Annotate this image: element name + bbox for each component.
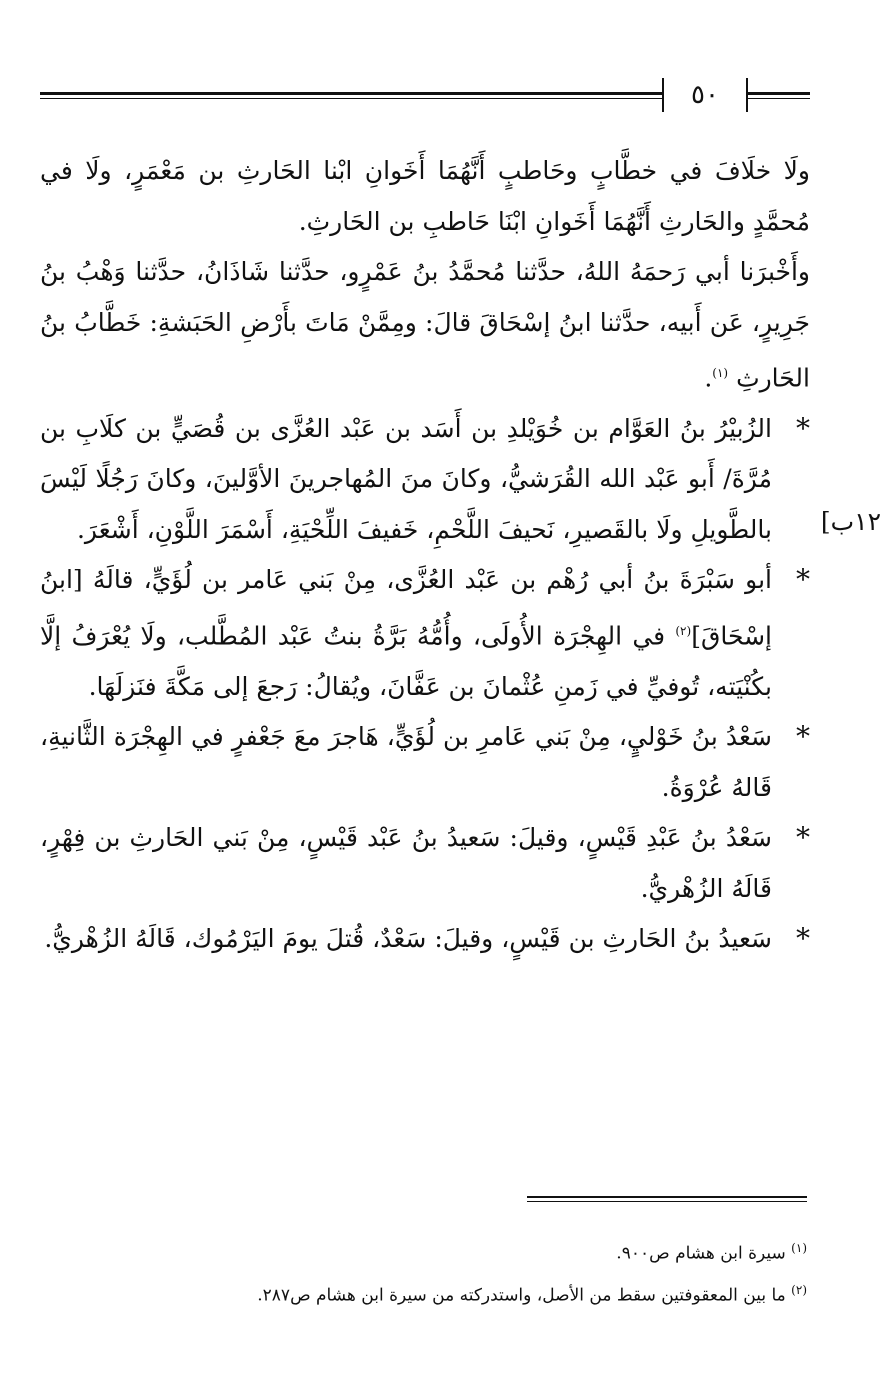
footnotes xyxy=(107,1230,807,1313)
footnote-ref: (٢) xyxy=(675,623,692,638)
page-header xyxy=(40,72,810,122)
entry-marker: * xyxy=(796,563,810,597)
footnote-text: ما بين المعقوفتين سقط من الأصل، واستدركته من سيرة ابن هشام ص٢٨٧. xyxy=(257,1285,786,1306)
biography-entry xyxy=(40,404,810,556)
entry-marker: * xyxy=(796,411,810,445)
header-tick-left xyxy=(662,78,664,112)
entry-marker: * xyxy=(796,922,810,956)
page-number: ٥٠ xyxy=(691,80,719,110)
biography-entry xyxy=(40,914,810,965)
entry-text: الزُبيْرُ بنُ العَوَّام بن خُوَيْلدِ بن أَسَد بن عَبْد العُزَّى بن قُصَيٍّ بن كلَابِ بن مُرَّةَ/ أَبو عَبْد الله القُرَشيُّ، وكانَ منَ المُهاجرينَ الأوَّلينَ، وكانَ رَجُلًا لَيْسَ بالطَّويلِ ولَا بالقَصيرِ، نَحيفَ اللَّحْمِ، خَفيفَ اللِّحْيَةِ، أَسْمَرَ اللَّوْنِ، أَشْعَرَ. xyxy=(40,413,772,544)
footnote-ref: (١) xyxy=(712,366,729,380)
footnote-mark: (٢) xyxy=(791,1282,807,1297)
footnote-rule-thin xyxy=(527,1201,807,1202)
footnote-rule xyxy=(527,1196,807,1198)
header-rule xyxy=(40,92,662,95)
biography-entry xyxy=(40,813,810,914)
margin-reference: ١٢ب] xyxy=(820,507,881,536)
main-text xyxy=(40,146,810,965)
header-tick-right xyxy=(746,78,748,112)
entry-marker: * xyxy=(796,821,810,855)
footnote-mark: (١) xyxy=(791,1241,807,1255)
entry-text: سَعْدُ بنُ عَبْدِ قَيْسٍ، وقيلَ: سَعيدُ بنُ عَبْد قَيْسٍ، مِنْ بَني الحَارثِ بن فِهْرٍ، قَالَهُ الزُهْريُّ. xyxy=(40,823,772,903)
paragraph: ولَا خلَافَ في خطَّابٍ وحَاطبٍ أَنَّهُمَا أَخَوانِ ابْنا الحَارثِ بن مَعْمَرٍ، ولَا في مُحمَّدٍ والحَارثِ أَنَّهُمَا أَخَوانِ ابْنَا حَاطبِ بن الحَارثِ. xyxy=(40,156,810,236)
paragraph-text: وأَخْبرَنا أبي رَحمَهُ اللهُ، حدَّثنا مُحمَّدُ بنُ عَمْرٍو، حدَّثنا شَاذَانُ، حدَّثنا وَهْبُ بنُ جَرِيرٍ، عَن أَبيه، حدَّثنا ابنُ إسْحَاقَ قالَ: ومِمَّنْ مَاتَ بأَرْضِ الحَبَشةِ: خَطَّابُ بنُ الحَارثِ xyxy=(40,257,810,393)
entry-text: أبو سَبْرَةَ بنُ أبي رُهْم بن عَبْد العُزَّى، مِنْ بَني عَامر بن لُؤَيٍّ، قالَهُ [ابنُ إسْحَاقَ] xyxy=(40,565,772,651)
footnote xyxy=(107,1230,807,1272)
header-rule-thin xyxy=(40,98,662,99)
footnote-text: سيرة ابن هشام ص٩٠٠. xyxy=(616,1243,786,1264)
entry-text: سَعيدُ بنُ الحَارثِ بن قَيْسٍ، وقيلَ: سَعْدٌ، قُتلَ يومَ اليَرْمُوك، قَالَهُ الزُهْريُّ. xyxy=(44,924,772,954)
paragraph xyxy=(40,247,810,404)
entry-text: سَعْدُ بنُ خَوْليٍ، مِنْ بَني عَامرِ بن لُؤَيٍّ، هَاجرَ معَ جَعْفرٍ في الهِجْرَة الثَّانيةِ، قَالهُ عُرْوَةُ. xyxy=(40,722,772,802)
paragraph-end: . xyxy=(704,363,713,393)
biography-entry xyxy=(40,555,810,712)
footnote xyxy=(107,1272,807,1314)
header-rule-right xyxy=(748,92,810,95)
header-rule-right-thin xyxy=(748,98,810,99)
entry-marker: * xyxy=(796,720,810,754)
biography-entry xyxy=(40,712,810,813)
entry-text-cont: في الهِجْرَة الأُولَى، وأُمُّهُ بَرَّةُ بنتُ عَبْد المُطَّلب، ولَا يُعْرَفُ إلَّا بكُنْيَته، تُوفيِّ في زَمنِ عُثْمانَ بن عَفَّانَ، ويُقالُ: رَجعَ إلى مَكَّةَ فنَزلَهَا. xyxy=(40,621,772,701)
